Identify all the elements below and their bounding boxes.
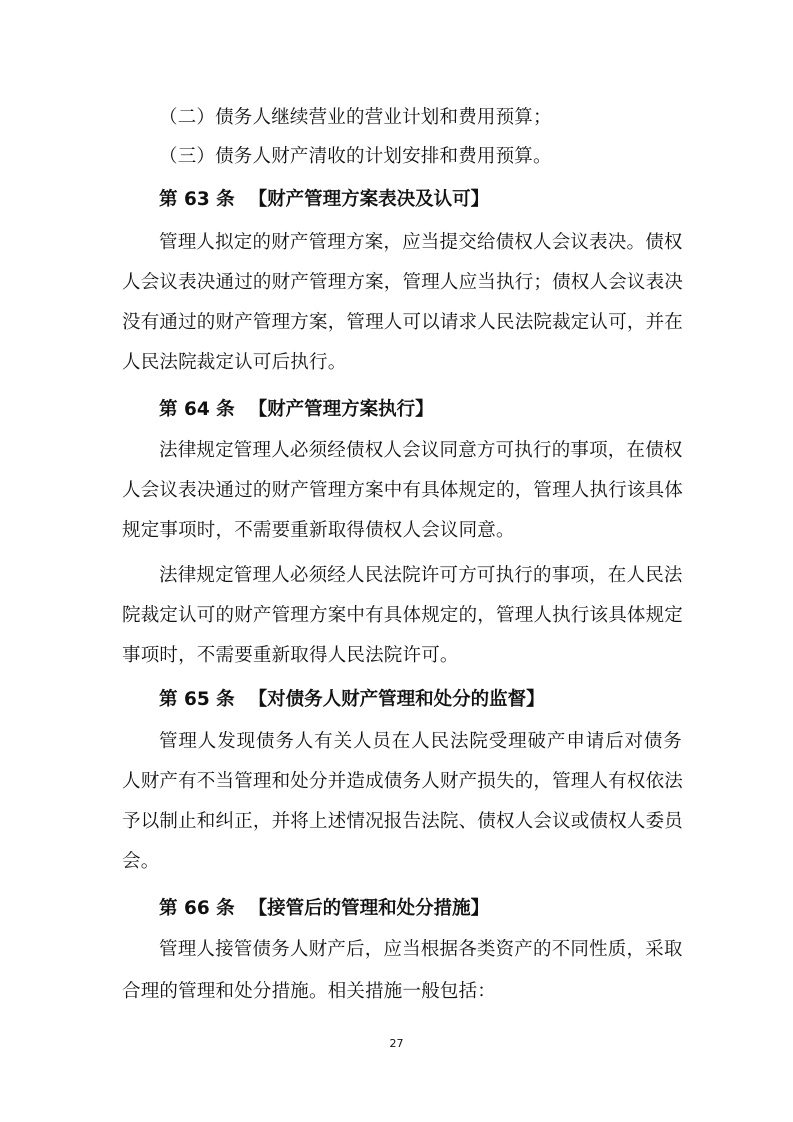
paragraph-line: 人财产有不当管理和处分并造成债务人财产损失的，管理人有权依法 — [122, 771, 684, 792]
paragraph-line: 管理人拟定的财产管理方案，应当提交给债权人会议表决。债权 — [159, 232, 683, 253]
paragraph-line: 会。 — [122, 851, 160, 872]
article-number: 第 65 条 — [159, 689, 235, 710]
paragraph-line: 管理人接管债务人财产后，应当根据各类资产的不同性质，采取 — [159, 939, 683, 960]
paragraph-line: 人会议表决通过的财产管理方案中有具体规定的，管理人执行该具体 — [122, 480, 684, 501]
paragraph-line: 人会议表决通过的财产管理方案，管理人应当执行；债权人会议表决 — [122, 272, 684, 293]
paragraph-line: 法律规定管理人必须经债权人会议同意方可执行的事项，在债权 — [159, 440, 683, 461]
article-65-heading — [159, 688, 545, 712]
paragraph-line: 管理人发现债务人有关人员在人民法院受理破产申请后对债务 — [159, 731, 682, 752]
paragraph-line: 法律规定管理人必须经人民法院许可方可执行的事项，在人民法 — [159, 565, 683, 586]
article-number: 第 66 条 — [159, 898, 235, 919]
paragraph-line: 没有通过的财产管理方案，管理人可以请求人民法院裁定认可，并在 — [122, 312, 684, 333]
article-title: 【财产管理方案表决及认可】 — [248, 189, 490, 210]
paragraph-line: 规定事项时，不需要重新取得债权人会议同意。 — [122, 520, 515, 541]
article-title: 【接管后的管理和处分措施】 — [248, 898, 490, 919]
paragraph-line: 予以制止和纠正，并将上述情况报告法院、债权人会议或债权人委员 — [122, 811, 684, 832]
paragraph-line: 合理的管理和处分措施。相关措施一般包括： — [122, 981, 497, 1002]
article-63-heading — [159, 188, 489, 212]
article-title: 【对债务人财产管理和处分的监督】 — [248, 689, 545, 710]
paragraph-line: 人民法院裁定认可后执行。 — [122, 352, 347, 373]
article-64-heading — [159, 398, 434, 422]
article-66-heading — [159, 897, 489, 921]
article-number: 第 64 条 — [159, 399, 235, 420]
paragraph-line: 事项时，不需要重新取得人民法院许可。 — [122, 645, 459, 666]
list-item-2: （二）债务人继续营业的营业计划和费用预算； — [159, 107, 552, 128]
paragraph-line: 院裁定认可的财产管理方案中有具体规定的，管理人执行该具体规定 — [122, 605, 684, 626]
list-item-3: （三）债务人财产清收的计划安排和费用预算。 — [159, 146, 552, 167]
page-number: 27 — [389, 1037, 404, 1050]
article-title: 【财产管理方案执行】 — [248, 399, 434, 420]
article-number: 第 63 条 — [159, 189, 235, 210]
